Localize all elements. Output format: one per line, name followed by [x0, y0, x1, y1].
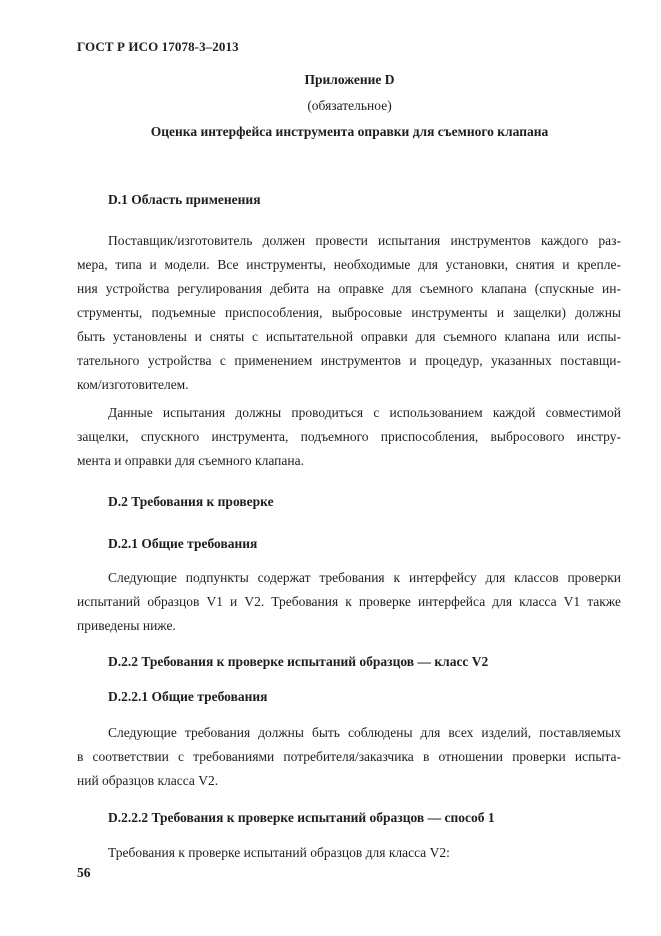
annex-title: Приложение D [304, 72, 395, 87]
text-line: тательного устройства с применением инструментов и процедур, указанных поставщи- [77, 353, 621, 368]
section-heading-d1: D.1 Область применения [108, 192, 261, 207]
paragraph-d1-1 [77, 229, 621, 397]
section-heading-d21: D.2.1 Общие требования [108, 536, 258, 551]
text-line: мента и оправки для съемного клапана. [77, 453, 304, 468]
paragraph-d222-1 [77, 841, 621, 865]
text-line: струменты, подъемные приспособления, выбросовые инструменты и защелки) должны [77, 305, 621, 320]
paragraph-d21-1 [77, 566, 621, 638]
text-line: ний образцов класса V2. [77, 773, 219, 788]
text-line: Следующие требования должны быть соблюдены для всех изделий, поставляемых [108, 725, 621, 740]
text-line: мера, типа и модели. Все инструменты, необходимые для установки, снятия и крепле- [77, 257, 621, 272]
text-line: Поставщик/изготовитель должен провести испытания инструментов каждого раз- [108, 233, 621, 248]
text-line: ния устройства регулирования дебита на оправке для съемного клапана (спускные ин- [77, 281, 621, 296]
text-line: в соответствии с требованиями потребителя/заказчика в отношении проверки испыта- [77, 749, 621, 764]
document-header: ГОСТ Р ИСО 17078-3–2013 [77, 39, 239, 54]
text-line: испытаний образцов V1 и V2. Требования к проверке интерфейса для класса V1 также [77, 594, 621, 609]
text-line: Следующие подпункты содержат требования к интерфейсу для классов проверки [108, 570, 621, 585]
paragraph-d221-1 [77, 721, 621, 793]
annex-type: (обязательное) [307, 98, 392, 113]
page-number: 56 [77, 865, 91, 880]
annex-subject: Оценка интерфейса инструмента оправки для съемного клапана [150, 124, 549, 139]
text-line: ком/изготовителем. [77, 377, 189, 392]
text-line: приведены ниже. [77, 618, 176, 633]
paragraph-d1-2 [77, 401, 621, 473]
section-heading-d221: D.2.2.1 Общие требования [108, 689, 268, 704]
section-heading-d2: D.2 Требования к проверке [108, 494, 274, 509]
text-line: Данные испытания должны проводиться с использованием каждой совместимой [108, 405, 621, 420]
text-line: защелки, спускного инструмента, подъемного приспособления, выбросового инстру- [77, 429, 621, 444]
text-line: быть установлены и сняты с испытательной оправки для съемного клапана или испы- [77, 329, 621, 344]
text-line: Требования к проверке испытаний образцов для класса V2: [108, 845, 450, 860]
section-heading-d222: D.2.2.2 Требования к проверке испытаний образцов — способ 1 [108, 810, 495, 825]
section-heading-d22: D.2.2 Требования к проверке испытаний образцов — класс V2 [108, 654, 489, 669]
